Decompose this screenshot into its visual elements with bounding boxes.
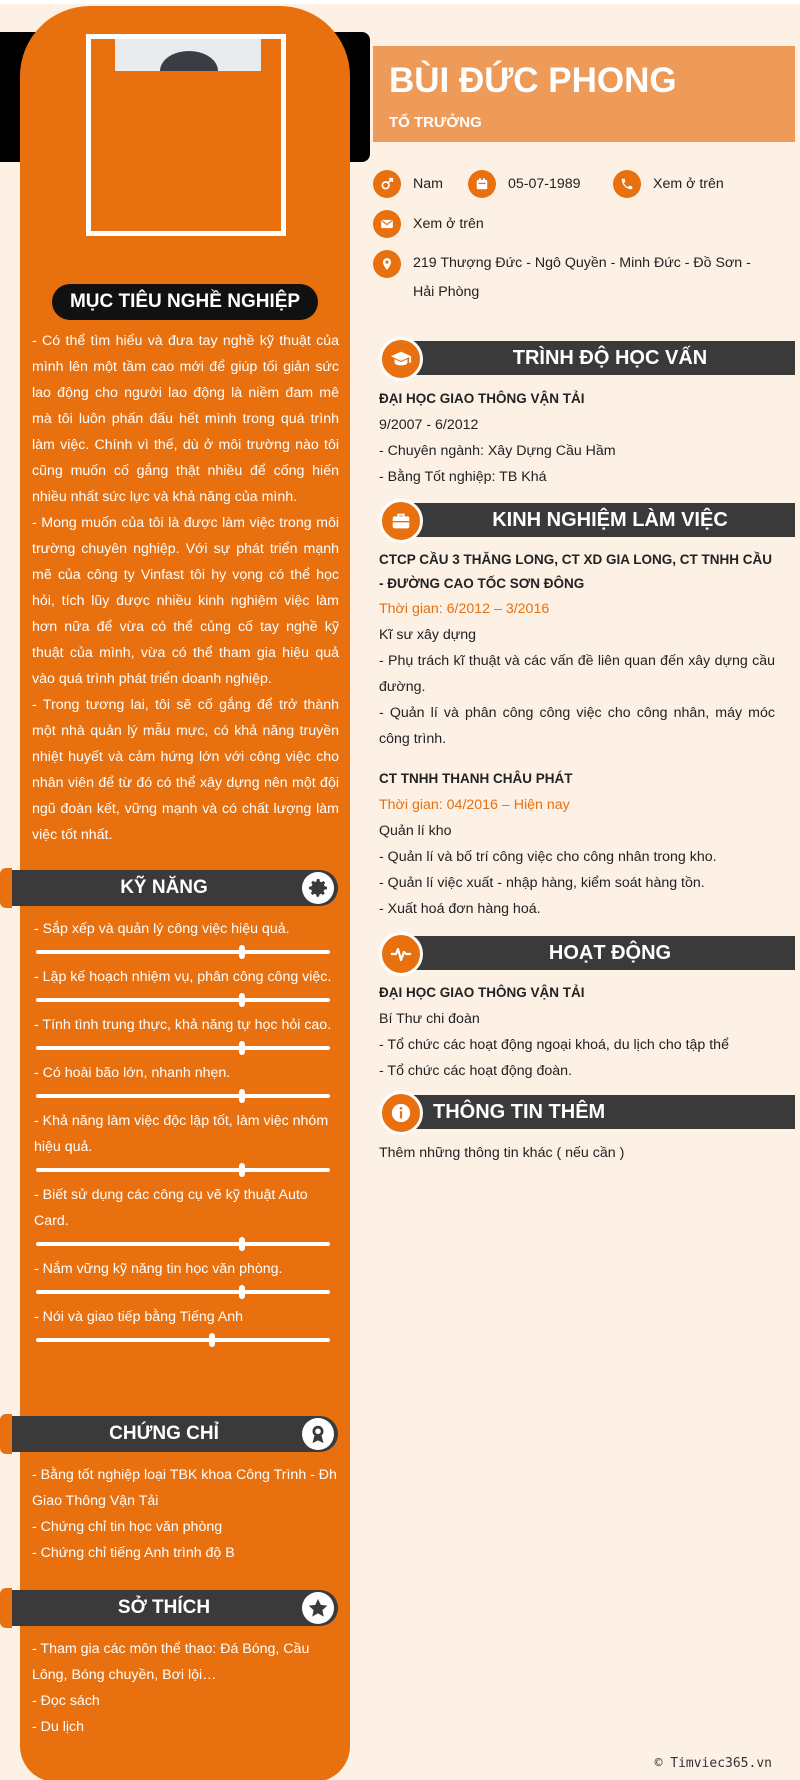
certificates-title: CHỨNG CHỈ (109, 1423, 219, 1444)
job-duty: - Xuất hoá đơn hàng hoá. (379, 901, 541, 917)
education-body (379, 386, 775, 490)
activities-line: - Tổ chức các hoạt động ngoại khoá, du lịch cho tập thể (379, 1037, 729, 1053)
skill-level-bar (36, 1242, 330, 1246)
email-icon (373, 210, 401, 238)
candidate-position: TỔ TRƯỞNG (389, 114, 482, 131)
objective-paragraph: - Mong muốn của tôi là được làm việc trong môi trường chuyên nghiệp. Với sự phát triển mạnh mẽ của công ty Vinfast tôi hy vọng có thể học hỏi, tích lũy được nhiều kinh nghiệm việc làm hơn nữa để vừa có thể củng cố tay nghề kỹ thuật của mình, vừa có thể tham gia hiệu quả vào quá trình phát triển doanh nghiệp. (32, 515, 339, 687)
list-item: - Bằng tốt nghiệp loại TBK khoa Công Trình - Đh Giao Thông Vận Tải (32, 1467, 337, 1509)
skill-label: - Nắm vững kỹ năng tin học văn phòng. (34, 1261, 283, 1277)
briefcase-icon (379, 499, 423, 543)
skill-level-bar (36, 1094, 330, 1098)
job-duty: - Quản lí việc xuất - nhập hàng, kiểm soát hàng tồn. (379, 875, 705, 891)
more-info-title: THÔNG TIN THÊM (405, 1095, 795, 1129)
activities-body (379, 980, 775, 1084)
location-pin-icon (373, 250, 401, 278)
job-time: Thời gian: 6/2012 – 3/2016 (379, 601, 550, 617)
list-item: - Chứng chỉ tin học văn phòng (32, 1519, 223, 1535)
certificates-list (32, 1462, 340, 1566)
pulse-icon (379, 932, 423, 976)
skill-item (34, 1256, 334, 1294)
skill-level-knob (239, 945, 245, 959)
award-icon (302, 1418, 334, 1450)
certificates-header (12, 1416, 338, 1452)
skill-item (34, 1182, 334, 1246)
hobbies-title: SỞ THÍCH (117, 1597, 211, 1618)
avatar (115, 39, 261, 71)
job-duty: - Quản lí và bố trí công việc cho công nhân trong kho. (379, 849, 717, 865)
skill-label: - Lập kế hoạch nhiệm vụ, phân công công việc. (34, 969, 332, 985)
skill-level-bar (36, 1338, 330, 1342)
gender-value: Nam (413, 176, 443, 192)
objective-title: MỤC TIÊU NGHỀ NGHIỆP (52, 284, 318, 320)
education-header (379, 337, 795, 377)
skill-item (34, 916, 334, 954)
skill-level-knob (239, 1089, 245, 1103)
name-banner (373, 46, 795, 142)
contact-email (373, 210, 484, 238)
experience-job (379, 548, 775, 752)
skill-level-knob (209, 1333, 215, 1347)
education-school: ĐẠI HỌC GIAO THÔNG VẬN TẢI (379, 391, 585, 406)
list-item: - Đọc sách (32, 1693, 100, 1709)
job-duty: - Quản lí và phân công công việc cho công nhân, máy móc công trình. (379, 705, 775, 747)
skill-item (34, 964, 334, 1002)
job-role: Quản lí kho (379, 823, 452, 839)
list-item: - Tham gia các môn thể thao: Đá Bóng, Cầu Lông, Bóng chuyền, Bơi lội… (32, 1641, 310, 1683)
job-company: CTCP CẦU 3 THĂNG LONG, CT XD GIA LONG, CT TNHH CẦU - ĐƯỜNG CAO TỐC SƠN ĐÔNG (379, 552, 772, 591)
objective-paragraph: - Có thể tìm hiểu và đưa tay nghề kỹ thuật của mình lên một tầm cao mới để giúp tối giản sức lao động cho người lao động là niềm đam mê mà tôi luôn phấn đấu hết mình trong quá trình làm việc. Chính vì thế, dù ở môi trường nào tôi cũng muốn cố gắng thật nhiều để cống hiến nhiều nhất sức lực và khả năng của mình. (32, 333, 339, 505)
job-company: CT TNHH THANH CHÂU PHÁT (379, 771, 573, 786)
contact-phone (613, 170, 724, 198)
hobbies-tab (0, 1588, 12, 1628)
objective-text (32, 328, 339, 848)
certificates-tab (0, 1414, 12, 1454)
contact-gender (373, 170, 443, 198)
star-icon (302, 1592, 334, 1624)
skills-title: KỸ NĂNG (120, 877, 208, 898)
skills-tab (0, 868, 12, 908)
skill-level-bar (36, 1046, 330, 1050)
skill-level-knob (239, 1237, 245, 1251)
activities-role: Bí Thư chi đoàn (379, 1011, 480, 1027)
list-item: - Du lịch (32, 1719, 85, 1735)
skill-item (34, 1012, 334, 1050)
skills-header (12, 870, 338, 906)
activities-title: HOẠT ĐỘNG (405, 936, 795, 970)
skill-level-bar (36, 1290, 330, 1294)
skill-level-bar (36, 950, 330, 954)
footer-credit: © Timviec365.vn (654, 1756, 772, 1771)
skill-level-knob (239, 993, 245, 1007)
experience-title: KINH NGHIỆM LÀM VIỆC (405, 503, 795, 537)
more-info-header (379, 1091, 795, 1131)
gear-icon (302, 872, 334, 904)
skill-item (34, 1108, 334, 1172)
hobbies-list (32, 1636, 340, 1740)
job-duty: - Phụ trách kĩ thuật và các vấn đề liên quan đến xây dựng cầu đường. (379, 653, 775, 695)
education-line: - Bằng Tốt nghiệp: TB Khá (379, 469, 547, 485)
candidate-name: BÙI ĐỨC PHONG (389, 61, 677, 100)
calendar-icon (468, 170, 496, 198)
education-title: TRÌNH ĐỘ HỌC VẤN (405, 341, 795, 375)
education-period: 9/2007 - 6/2012 (379, 417, 479, 433)
phone-value: Xem ở trên (653, 176, 724, 192)
skill-level-knob (239, 1285, 245, 1299)
skill-level-bar (36, 998, 330, 1002)
more-info-body (379, 1140, 775, 1166)
phone-icon (613, 170, 641, 198)
skill-level-bar (36, 1168, 330, 1172)
education-line: - Chuyên ngành: Xây Dựng Cầu Hầm (379, 443, 616, 459)
experience-header (379, 499, 795, 539)
skill-level-knob (239, 1041, 245, 1055)
graduation-cap-icon (379, 337, 423, 381)
info-icon (379, 1091, 423, 1135)
address-value: 219 Thượng Đức - Ngô Quyền - Minh Đức - Đồ Sơn - Hải Phòng (413, 255, 751, 300)
skill-label: - Tính tình trung thực, khả năng tự học hỏi cao. (34, 1017, 332, 1033)
activities-org: ĐẠI HỌC GIAO THÔNG VẬN TẢI (379, 985, 585, 1000)
avatar-frame (86, 34, 286, 236)
experience-job (379, 766, 775, 922)
gender-icon (373, 170, 401, 198)
skills-list (34, 916, 334, 1352)
skill-label: - Khả năng làm việc độc lập tốt, làm việc nhóm hiệu quả. (34, 1113, 329, 1155)
activities-line: - Tổ chức các hoạt động đoàn. (379, 1063, 573, 1079)
birthday-value: 05-07-1989 (508, 176, 581, 192)
skill-item (34, 1304, 334, 1342)
more-info-text: Thêm những thông tin khác ( nếu cần ) (379, 1145, 625, 1161)
contact-birthday (468, 170, 581, 198)
activities-header (379, 932, 795, 972)
avatar-head (160, 51, 218, 71)
skill-label: - Có hoài bão lớn, nhanh nhẹn. (34, 1065, 231, 1081)
list-item: - Chứng chỉ tiếng Anh trình độ B (32, 1545, 235, 1561)
skill-label: - Biết sử dụng các công cụ vẽ kỹ thuật Auto Card. (34, 1187, 308, 1229)
hobbies-header (12, 1590, 338, 1626)
job-role: Kĩ sư xây dựng (379, 627, 477, 643)
contact-address (373, 250, 773, 307)
email-value: Xem ở trên (413, 216, 484, 232)
skill-level-knob (239, 1163, 245, 1177)
objective-paragraph: - Trong tương lai, tôi sẽ cố gắng để trở thành một nhà quản lý mẫu mực, có khả năng truyền nhiệt huyết và cảm hứng lớn với công việc cho nhân viên để từ đó có thể xây dựng nên một đội ngũ đoàn kết, vững mạnh và có chất lượng làm việc tốt nhất. (32, 697, 339, 843)
job-time: Thời gian: 04/2016 – Hiện nay (379, 797, 570, 813)
skill-label: - Nói và giao tiếp bằng Tiếng Anh (34, 1309, 244, 1325)
skill-label: - Sắp xếp và quản lý công việc hiệu quả. (34, 921, 290, 937)
skill-item (34, 1060, 334, 1098)
